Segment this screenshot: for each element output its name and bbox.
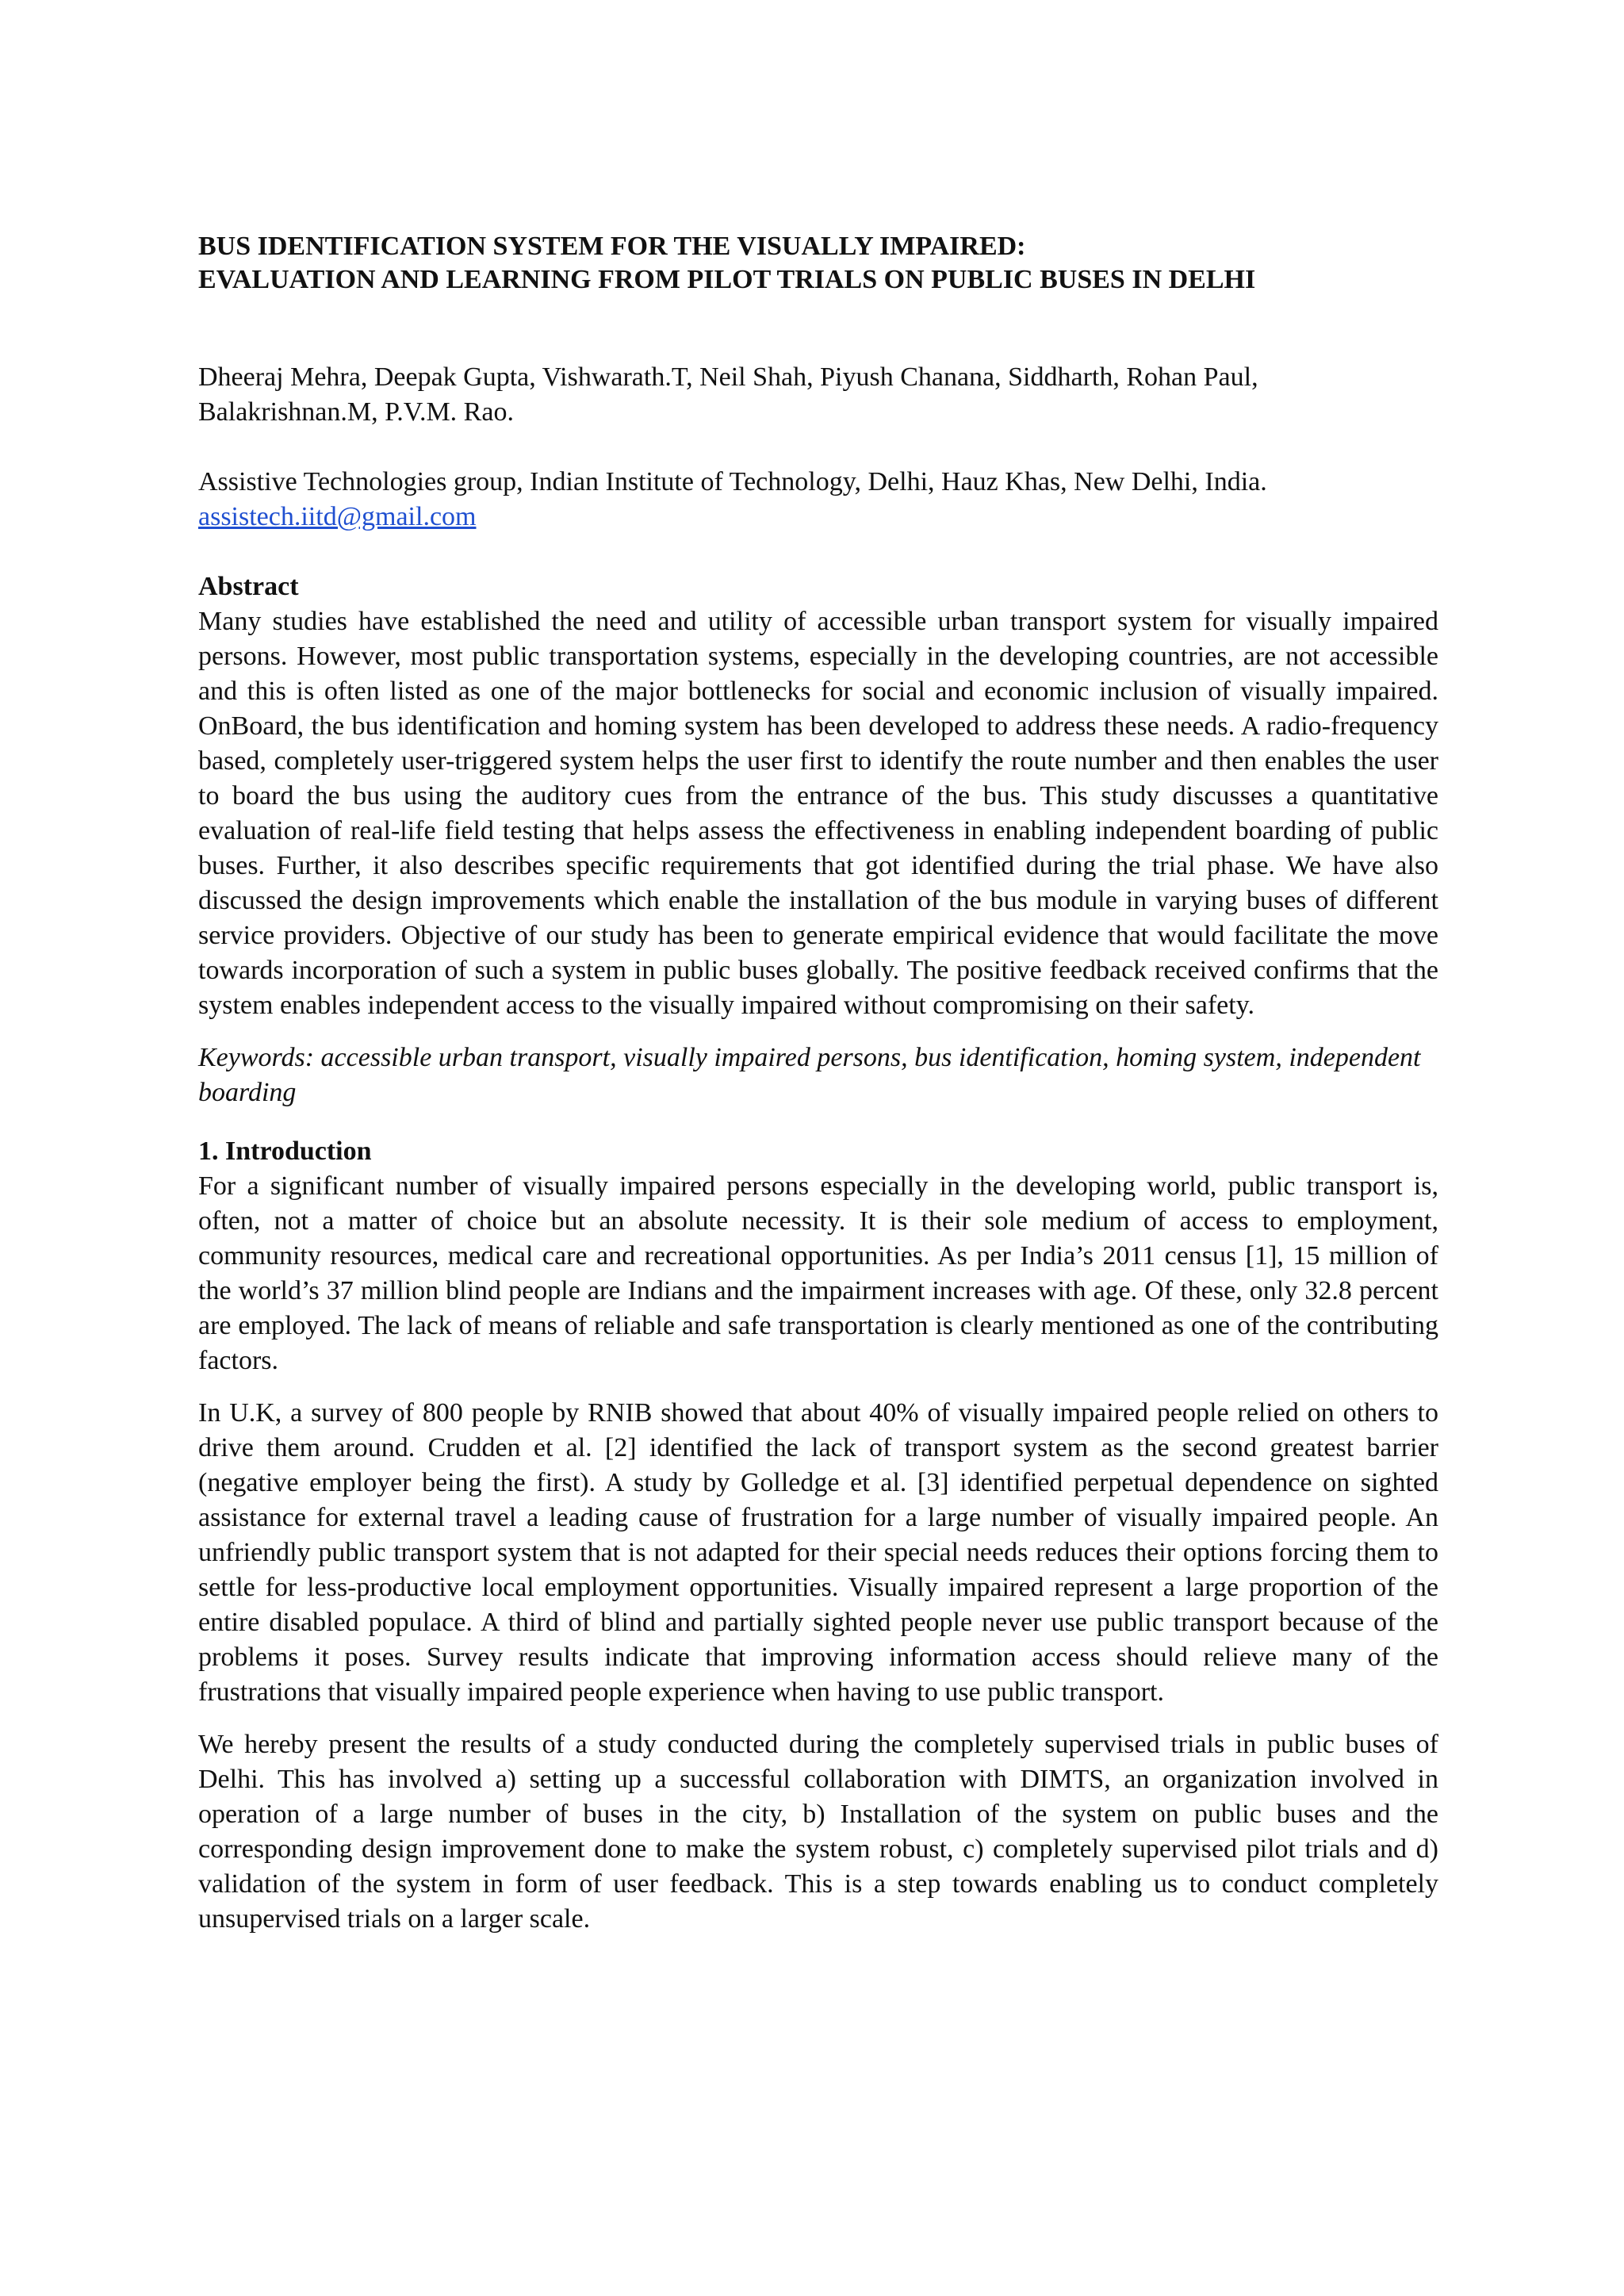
keywords: Keywords: accessible urban transport, visually impaired persons, bus identification, homing system, independent boarding bbox=[198, 1043, 1421, 1107]
email-link[interactable]: assistech.iitd@gmail.com bbox=[198, 502, 477, 531]
affiliation-block bbox=[198, 465, 1438, 535]
paper-page bbox=[198, 230, 1438, 1937]
intro-paragraph-3: We hereby present the results of a study conducted during the completely supervised trials in public buses of Delhi. This has involved a) setting up a successful collaboration with DIMTS, an organization involved in operation of a large number of buses in the city, b) Installation of the system on public buses and the corresponding design improvement done to make the system robust, c) completely supervised pilot trials and d) validation of the system in form of user feedback. This is a step towards enabling us to conduct completely unsupervised trials on a larger scale. bbox=[198, 1730, 1438, 1934]
intro-paragraph-1: For a significant number of visually impaired persons especially in the developing world, public transport is, often, not a matter of choice but an absolute necessity. It is their sole medium of access to employment, community resources, medical care and recreational opportunities. As per India’s 2011 census [1], 15 million of the world’s 37 million blind people are Indians and the impairment increases with age. Of these, only 32.8 percent are employed. The lack of means of reliable and safe transportation is clearly mentioned as one of the contributing factors. bbox=[198, 1171, 1438, 1375]
introduction-heading: 1. Introduction bbox=[198, 1137, 372, 1166]
abstract-heading: Abstract bbox=[198, 572, 299, 601]
title-line-2: EVALUATION AND LEARNING FROM PILOT TRIALS ON PUBLIC BUSES IN DELHI bbox=[198, 265, 1256, 294]
author-list: Dheeraj Mehra, Deepak Gupta, Vishwarath.T, Neil Shah, Piyush Chanana, Siddharth, Rohan Paul, Balakrishnan.M, P.V.M. Rao. bbox=[198, 362, 1258, 427]
title-line-1: BUS IDENTIFICATION SYSTEM FOR THE VISUALLY IMPAIRED: bbox=[198, 232, 1026, 261]
paper-title bbox=[198, 230, 1438, 297]
intro-paragraph-2: In U.K, a survey of 800 people by RNIB showed that about 40% of visually impaired people relied on others to drive them around. Crudden et al. [2] identified the lack of transport system as the second greatest barrier (negative employer being the first). A study by Golledge et al. [3] identified perpetual dependence on sighted assistance for external travel a leading cause of frustration for a large number of visually impaired people. An unfriendly public transport system that is not adapted for their special needs reduces their options forcing them to settle for less-productive local employment opportunities. Visually impaired represent a large proportion of the entire disabled populace. A third of blind and partially sighted people never use public transport because of the problems it poses. Survey results indicate that improving information access should relieve many of the frustrations that visually impaired people experience when having to use public transport. bbox=[198, 1398, 1438, 1707]
abstract-text: Many studies have established the need and utility of accessible urban transport system for visually impaired persons. However, most public transportation systems, especially in the developing countries, are not accessible and this is often listed as one of the major bottlenecks for social and economic inclusion of visually impaired. OnBoard, the bus identification and homing system has been developed to address these needs. A radio-frequency based, completely user-triggered system helps the user first to identify the route number and then enables the user to board the bus using the auditory cues from the entrance of the bus. This study discusses a quantitative evaluation of real-life field testing that helps assess the effectiveness in enabling independent boarding of public buses. Further, it also describes specific requirements that got identified during the trial phase. We have also discussed the design improvements which enable the installation of the bus module in varying buses of different service providers. Objective of our study has been to generate empirical evidence that would facilitate the move towards incorporation of such a system in public buses globally. The positive feedback received confirms that the system enables independent access to the visually impaired without compromising on their safety. bbox=[198, 607, 1438, 1020]
affiliation-text: Assistive Technologies group, Indian Institute of Technology, Delhi, Hauz Khas, New Delhi, India. bbox=[198, 467, 1267, 496]
